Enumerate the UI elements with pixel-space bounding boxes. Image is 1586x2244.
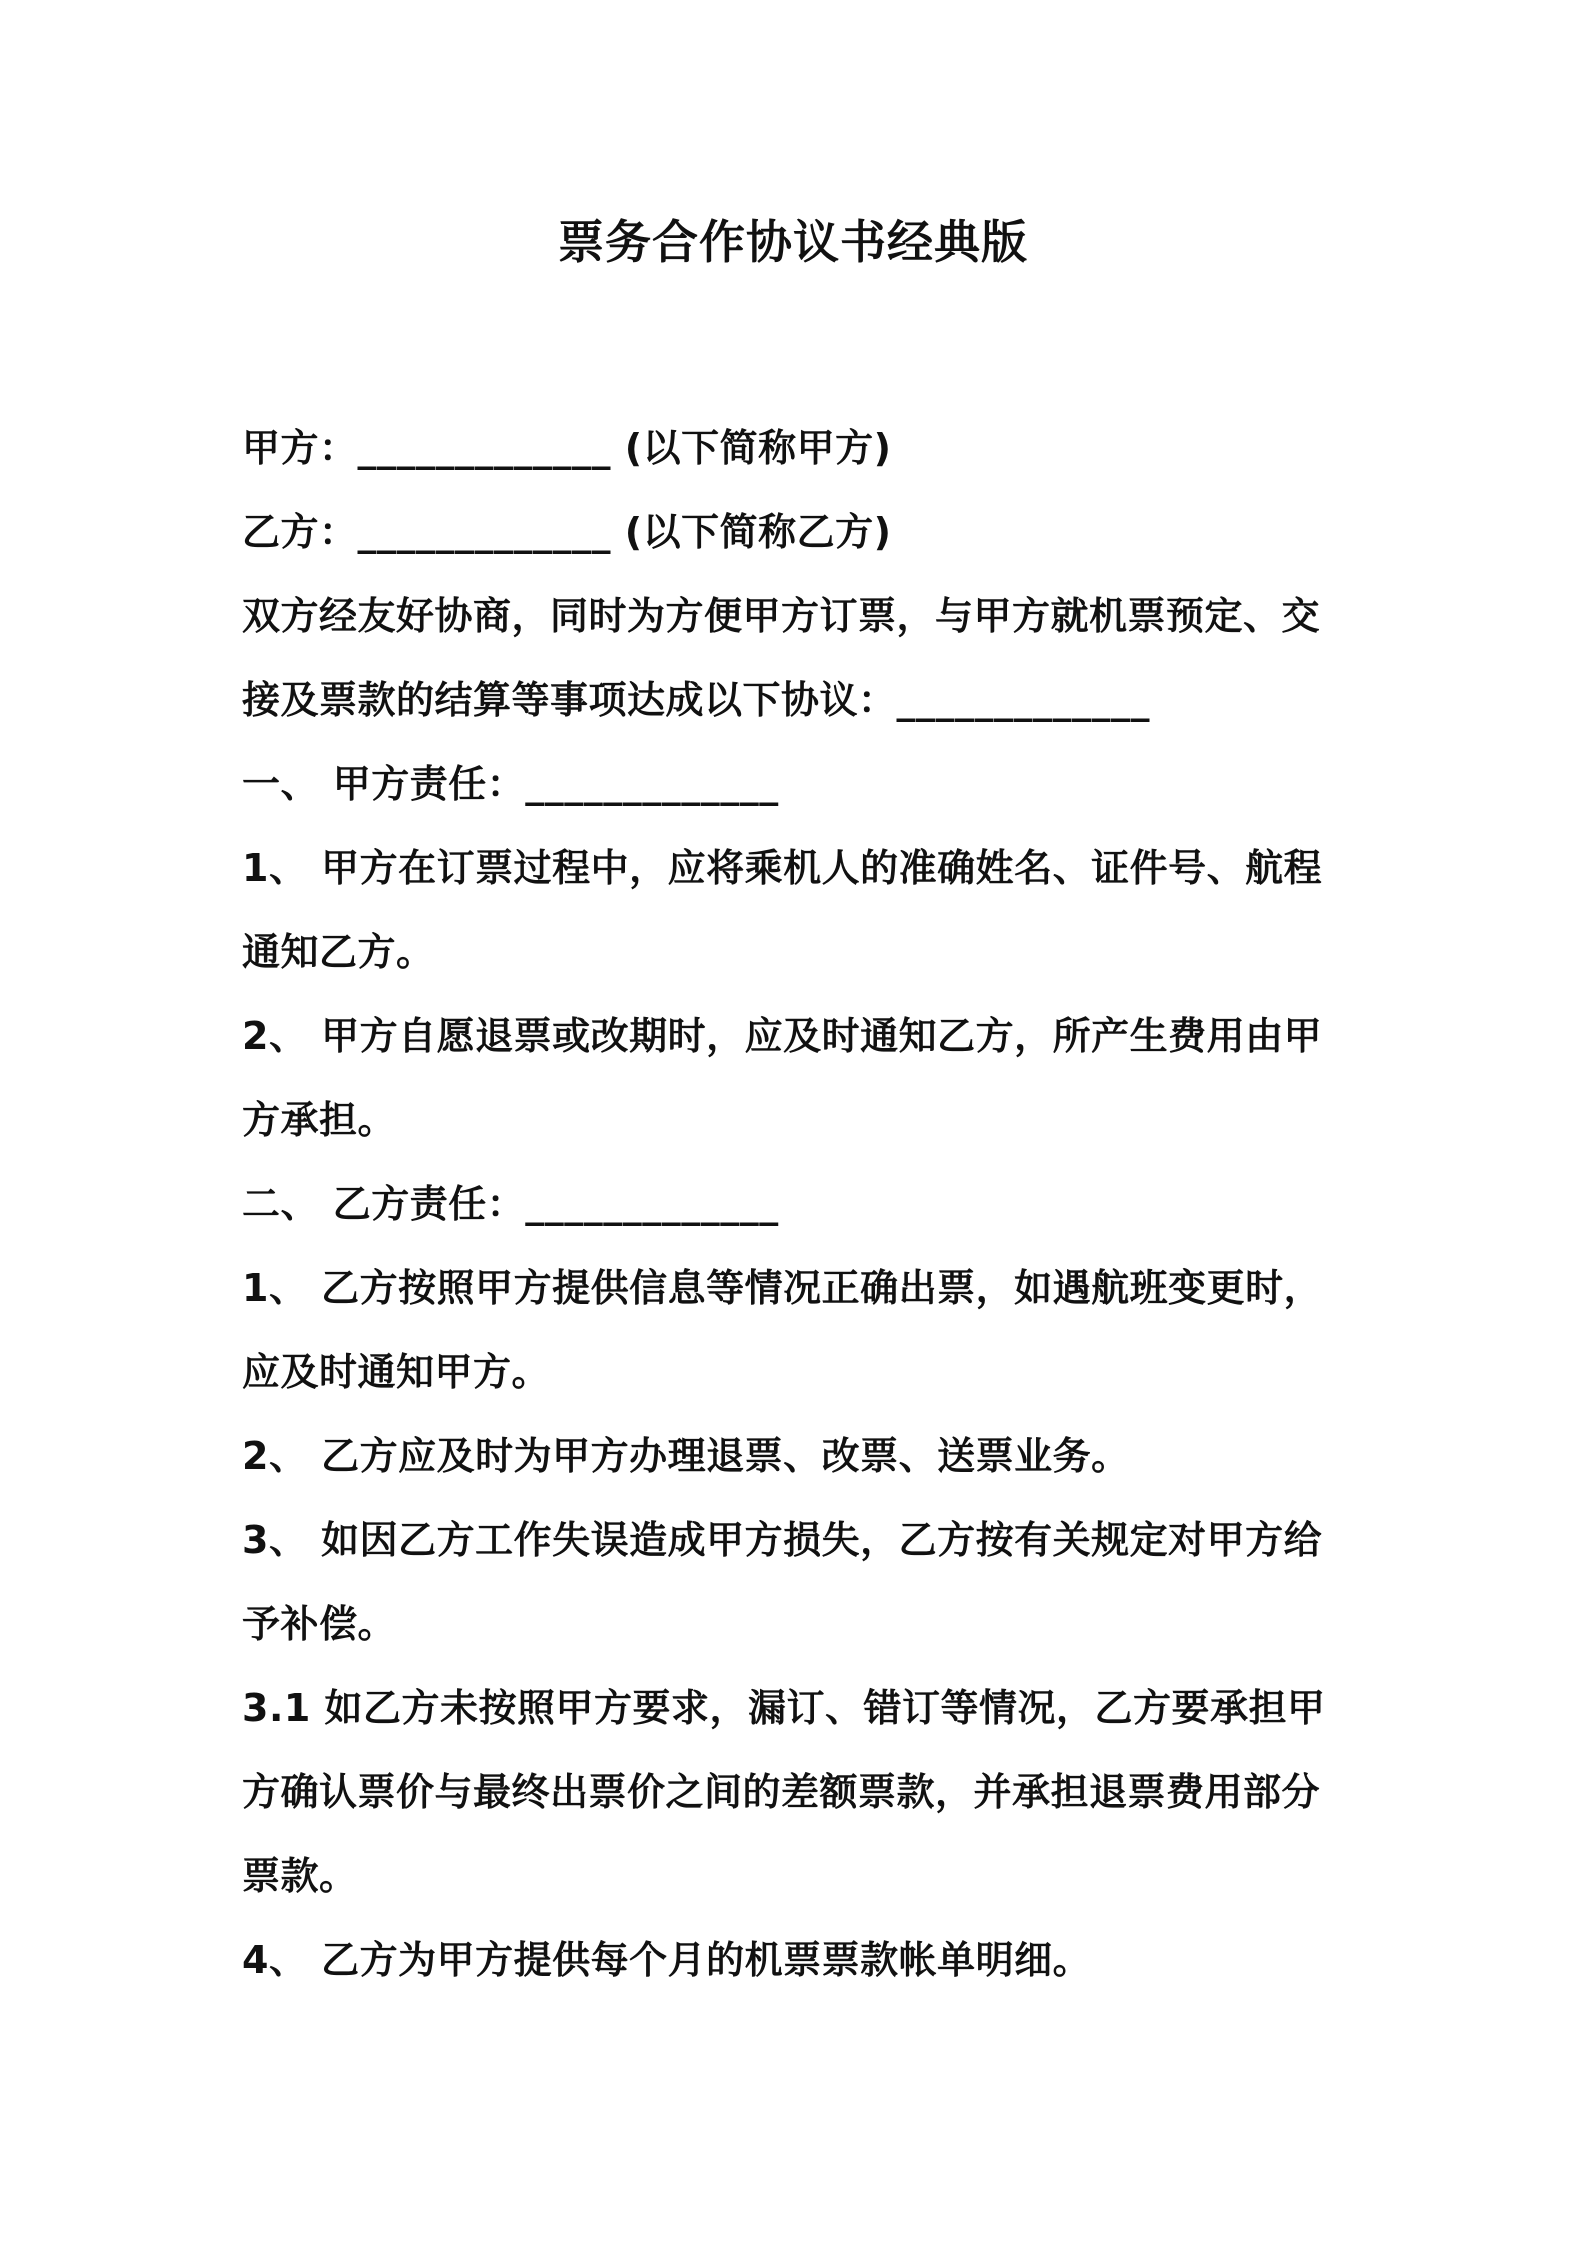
- clause-1-1-line-2: 通知乙方。: [242, 930, 435, 974]
- party-a-line: 甲方：_____________ (以下简称甲方): [242, 426, 892, 470]
- clause-1-2-line-1: 2、 甲方自愿退票或改期时，应及时通知乙方，所产生费用由甲: [242, 1014, 1323, 1058]
- preamble-line-1: 双方经友好协商，同时为方便甲方订票，与甲方就机票预定、交: [242, 594, 1321, 638]
- clause-2-4-line-1: 4、 乙方为甲方提供每个月的机票票款帐单明细。: [242, 1938, 1092, 1982]
- section-one-heading: 一、 甲方责任：_____________: [242, 762, 779, 806]
- clause-2-3-1-line-2: 方确认票价与最终出票价之间的差额票款，并承担退票费用部分: [242, 1770, 1321, 1814]
- party-b-line: 乙方：_____________ (以下简称乙方): [242, 510, 892, 554]
- clause-2-3-line-1: 3、 如因乙方工作失误造成甲方损失，乙方按有关规定对甲方给: [242, 1518, 1323, 1562]
- preamble-line-2: 接及票款的结算等事项达成以下协议：_____________: [242, 678, 1151, 722]
- document-title: 票务合作协议书经典版: [558, 215, 1028, 269]
- clause-2-2-line-1: 2、 乙方应及时为甲方办理退票、改票、送票业务。: [242, 1434, 1130, 1478]
- document-body: [242, 406, 1362, 2002]
- clause-2-3-1-line-3: 票款。: [242, 1854, 358, 1898]
- clause-2-3-line-2: 予补偿。: [242, 1602, 397, 1646]
- clause-2-3-1-line-1: 3.1 如乙方未按照甲方要求，漏订、错订等情况，乙方要承担甲: [242, 1686, 1326, 1730]
- clause-2-1-line-2: 应及时通知甲方。: [242, 1350, 551, 1394]
- clause-1-2-line-2: 方承担。: [242, 1098, 397, 1142]
- section-two-heading: 二、 乙方责任：_____________: [242, 1182, 779, 1226]
- clause-2-1-line-1: 1、 乙方按照甲方提供信息等情况正确出票，如遇航班变更时，: [242, 1266, 1323, 1310]
- clause-1-1-line-1: 1、 甲方在订票过程中，应将乘机人的准确姓名、证件号、航程: [242, 846, 1323, 890]
